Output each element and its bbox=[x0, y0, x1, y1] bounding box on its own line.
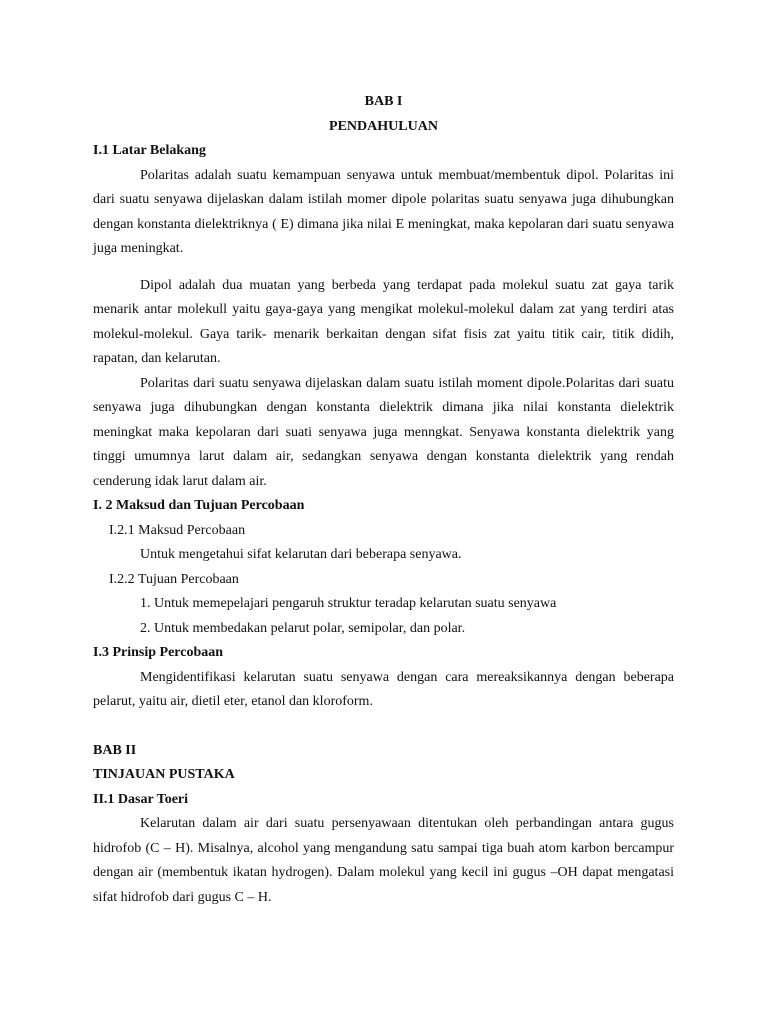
section-1-2-2-item-2: 2. Untuk membedakan pelarut polar, semipolar, dan polar. bbox=[140, 620, 466, 636]
section-1-3-paragraph: Mengidentifikasi kelarutan suatu senyawa dengan cara mereaksikannya dengan beberapa pelarut, yaitu air, dietil eter, etanol dan kloroform. bbox=[93, 669, 674, 709]
section-1-1-heading: I.1 Latar Belakang bbox=[93, 143, 206, 158]
section-1-3-heading: I.3 Prinsip Percobaan bbox=[93, 645, 224, 660]
section-1-2-2-heading: I.2.2 Tujuan Percobaan bbox=[109, 571, 239, 587]
section-1-2-2-item-1: 1. Untuk memepelajari pengaruh struktur teradap kelarutan suatu senyawa bbox=[140, 596, 557, 611]
section-1-2-heading: I. 2 Maksud dan Tujuan Percobaan bbox=[93, 498, 305, 513]
section-1-1-paragraph-1: Polaritas adalah suatu kemampuan senyawa untuk membuat/membentuk dipol. Polaritas ini dari suatu senyawa dijelaskan dalam istilah momer dipole polaritas suatu senyawa juga dihubungkan dengan konstanta dielektriknya ( E) dimana jika nilai E meningkat, maka kepolaran dari suatu senyawa juga meningkat. bbox=[93, 167, 674, 256]
chapter-2-title: BAB II bbox=[93, 742, 137, 758]
section-1-2-1-text: Untuk mengetahui sifat kelarutan dari beberapa senyawa. bbox=[140, 547, 462, 562]
chapter-2-subtitle: TINJAUAN PUSTAKA bbox=[93, 767, 235, 782]
document-content bbox=[93, 90, 674, 910]
section-2-1-heading: II.1 Dasar Toeri bbox=[93, 791, 189, 807]
chapter-1-subtitle: PENDAHULUAN bbox=[329, 118, 438, 134]
section-1-2-1-heading: I.2.1 Maksud Percobaan bbox=[109, 522, 246, 538]
section-1-1-paragraph-2: Dipol adalah dua muatan yang berbeda yang terdapat pada molekul suatu zat gaya tarik menarik antar molekull yaitu gaya-gaya yang mengikat molekul-molekul dalam zat yang terdiri atas molekul-molekul. Gaya tarik- menarik berkaitan dengan sifat fisis zat yaitu titik cair, titik didih, rapatan, dan kelarutan. bbox=[93, 277, 674, 366]
section-1-1-paragraph-3: Polaritas dari suatu senyawa dijelaskan dalam suatu istilah moment dipole.Polaritas dari suatu senyawa juga dihubungkan dengan konstanta dielektrik dimana jika nilai konstanta dielektrik meningkat maka kepolaran dari suati senyawa juga menngkat. Senyawa konstanta dielektrik yang tinggi umumnya larut dalam air, sedangkan senyawa dengan konstanta dielektrik yang rendah cenderung idak larut dalam air. bbox=[93, 375, 674, 489]
section-2-1-paragraph: Kelarutan dalam air dari suatu persenyawaan ditentukan oleh perbandingan antara gugus hidrofob (C – H). Misalnya, alcohol yang mengandung satu sampai tiga buah atom karbon bercampur dengan air (membentuk ikatan hydrogen). Dalam molekul yang kecil ini gugus –OH dapat mengatasi sifat hidrofob dari gugus C – H. bbox=[93, 816, 674, 905]
chapter-1-title: BAB I bbox=[364, 94, 403, 109]
